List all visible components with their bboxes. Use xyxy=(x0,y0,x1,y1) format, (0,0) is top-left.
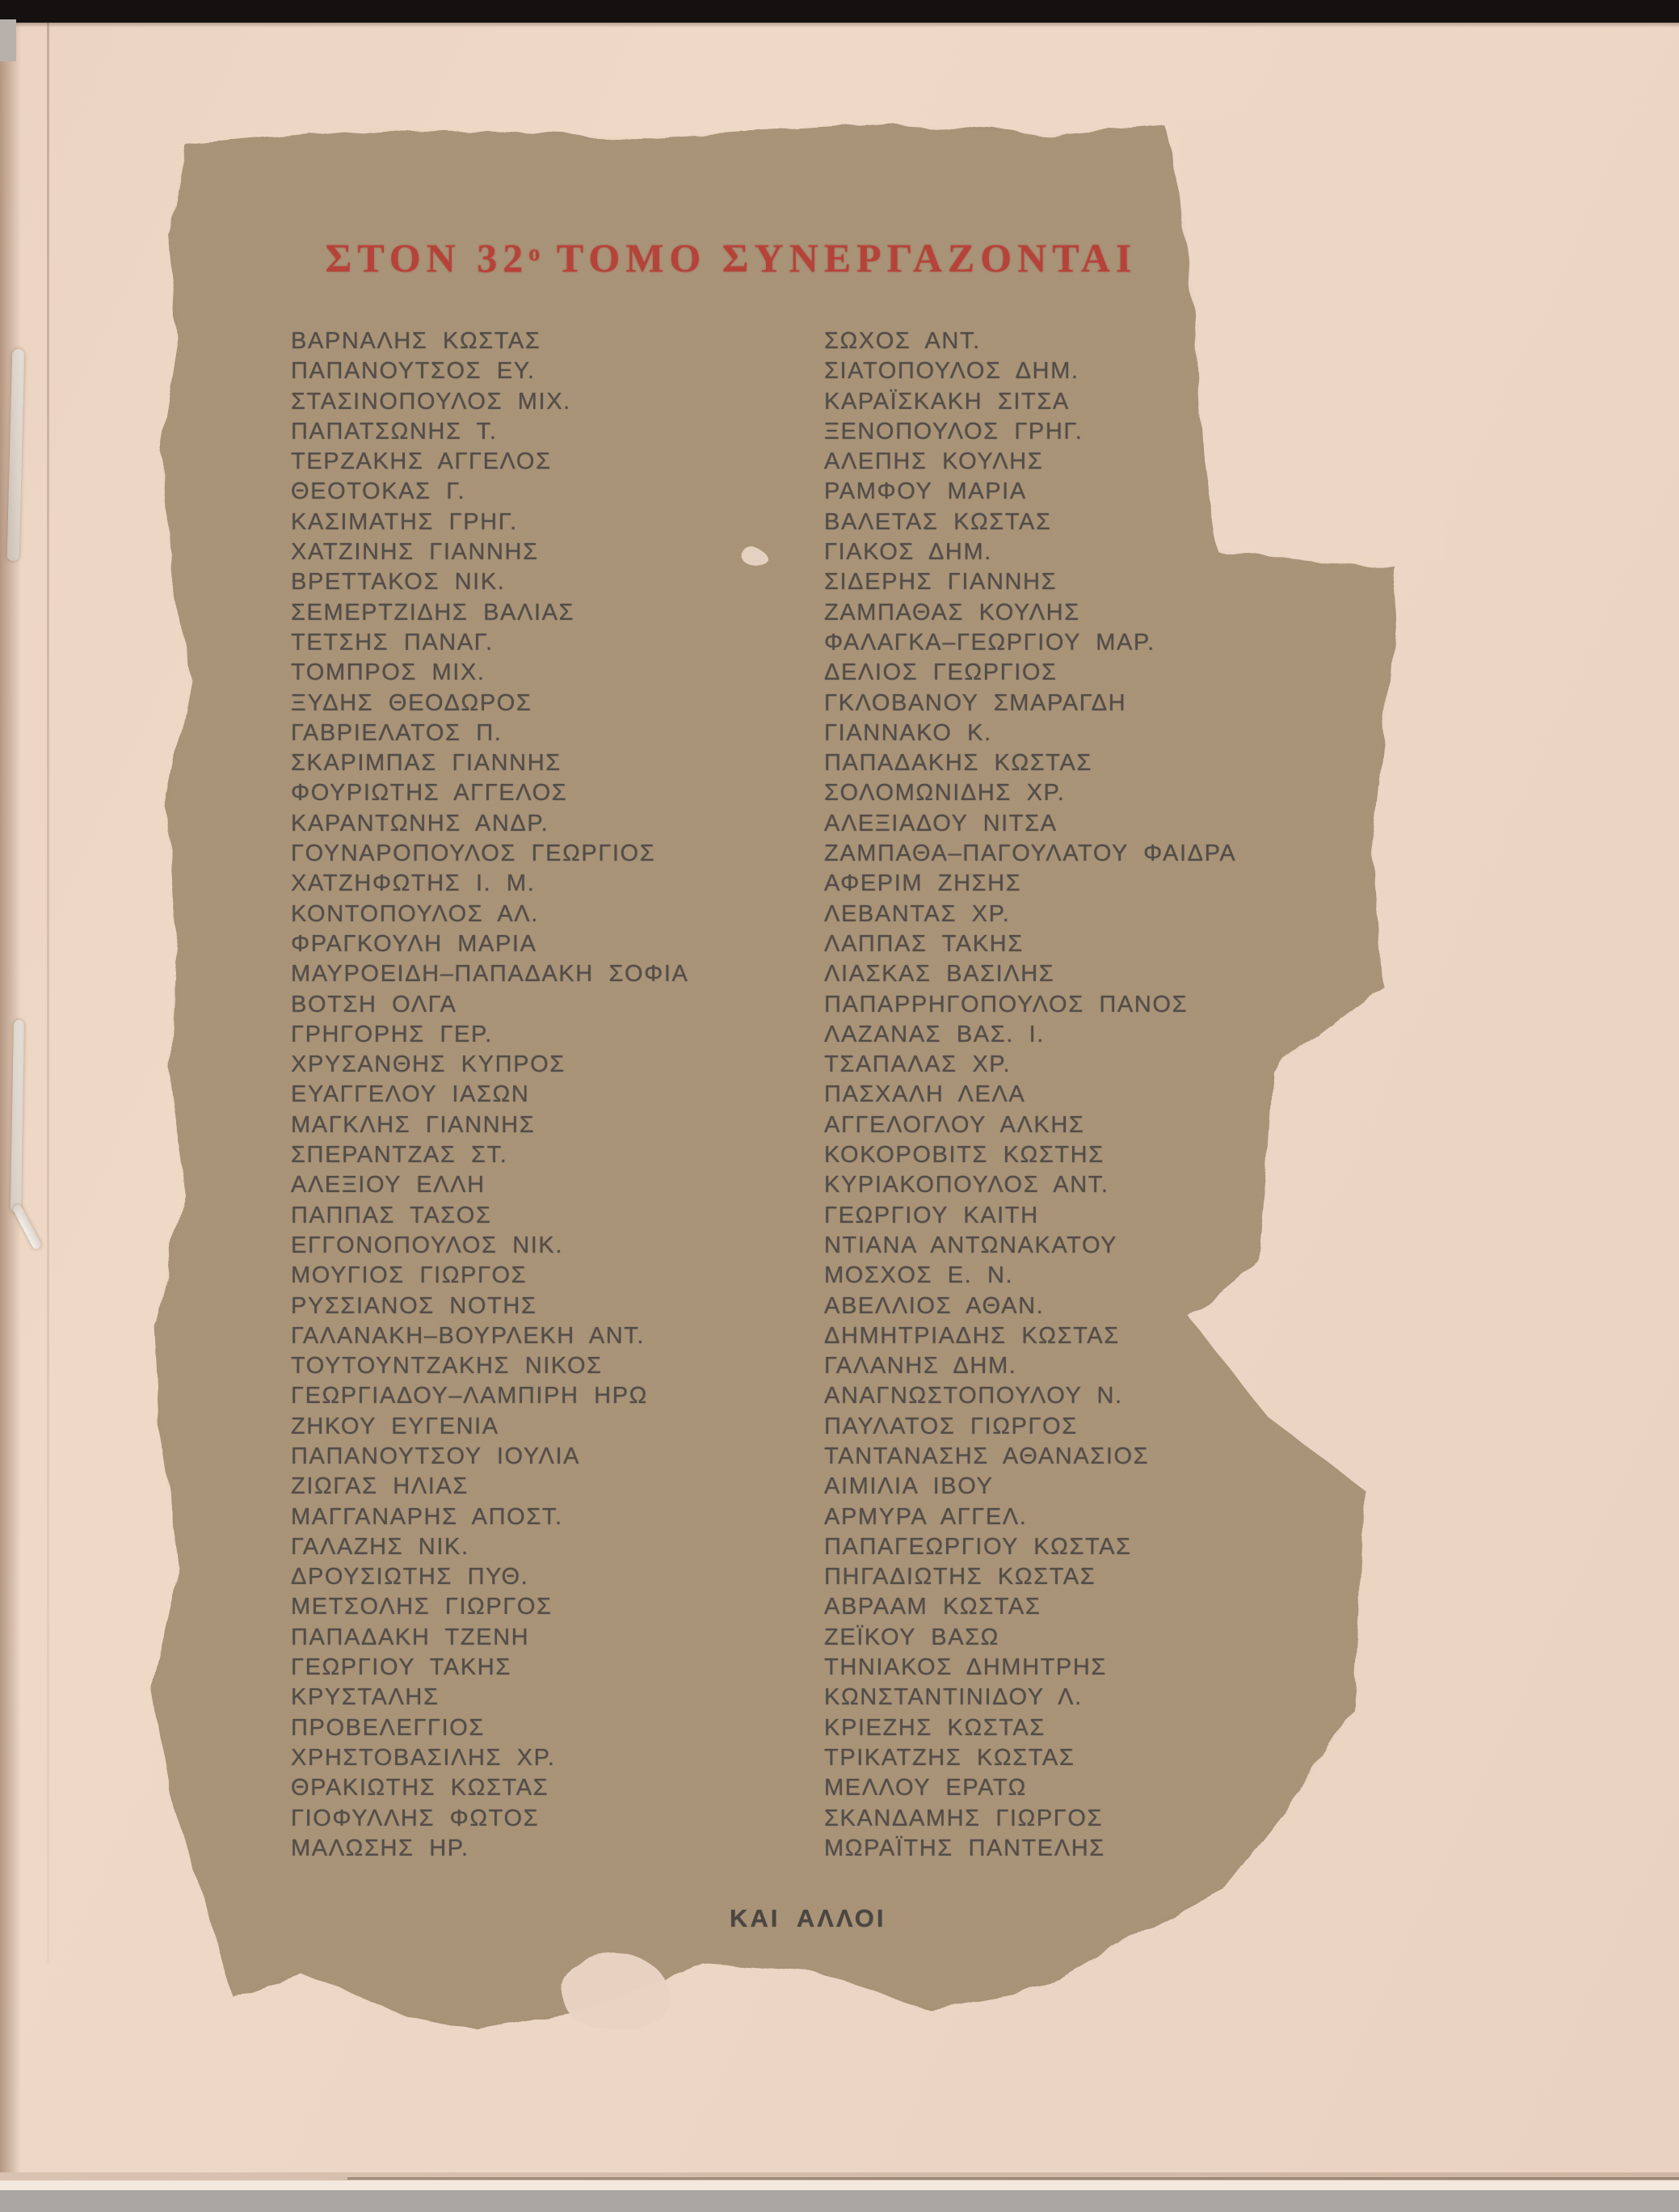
contributor-name: ΠΑΠΑΡΡΗΓΟΠΟΥΛΟΣ ΠΑΝΟΣ xyxy=(824,991,1189,1018)
contributor-name: ΠΑΣΧΑΛΗ ΛΕΛΑ xyxy=(824,1081,1026,1108)
contributor-name: ΜΕΛΛΟΥ ΕΡΑΤΩ xyxy=(824,1775,1027,1801)
contributor-name: ΞΥΔΗΣ ΘΕΟΔΩΡΟΣ xyxy=(291,689,532,716)
contributor-name: ΤΣΑΠΑΛΑΣ ΧΡ. xyxy=(824,1051,1012,1078)
contributor-name: ΓΕΩΡΓΙΑΔΟΥ–ΛΑΜΠΙΡΗ ΗΡΩ xyxy=(291,1383,648,1409)
contributor-name: ΛΑΠΠΑΣ ΤΑΚΗΣ xyxy=(824,930,1024,957)
contributor-name: ΜΟΥΓΙΟΣ ΓΙΩΡΓΟΣ xyxy=(291,1262,528,1289)
contributor-name: ΓΑΛΑΝΗΣ ΔΗΜ. xyxy=(824,1353,1017,1380)
contributor-name: ΦΑΛΑΓΚΑ–ΓΕΩΡΓΙΟΥ ΜΑΡ. xyxy=(824,629,1155,655)
contributor-name: ΣΚΑΝΔΑΜΗΣ ΓΙΩΡΓΟΣ xyxy=(824,1805,1104,1831)
contributor-name: ΑΛΕΞΙΟΥ ΕΛΛΗ xyxy=(291,1172,486,1199)
contributor-name: ΛΑΖΑΝΑΣ ΒΑΣ. Ι. xyxy=(824,1021,1045,1047)
contributor-name: ΜΑΓΓΑΝΑΡΗΣ ΑΠΟΣΤ. xyxy=(291,1503,563,1530)
contributor-name: ΤΕΡΖΑΚΗΣ ΑΓΓΕΛΟΣ xyxy=(291,449,552,475)
contributor-name: ΕΓΓΟΝΟΠΟΥΛΟΣ ΝΙΚ. xyxy=(291,1232,564,1258)
contributor-name: ΚΡΥΣΤΑΛΗΣ xyxy=(291,1684,440,1711)
contributor-name: ΣΩΧΟΣ ΑΝΤ. xyxy=(824,328,981,354)
contributors-column-right xyxy=(824,327,1236,1864)
contributors-column-left xyxy=(291,327,688,1864)
contributor-name: ΒΑΛΕΤΑΣ ΚΩΣΤΑΣ xyxy=(824,508,1052,535)
contributor-name: ΣΙΑΤΟΠΟΥΛΟΣ ΔΗΜ. xyxy=(824,358,1079,385)
contributor-name: ΖΕΪΚΟΥ ΒΑΣΩ xyxy=(824,1624,999,1650)
contributor-name: ΦΟΥΡΙΩΤΗΣ ΑΓΓΕΛΟΣ xyxy=(291,780,568,807)
contributor-name: ΠΑΠΑΔΑΚΗΣ ΚΩΣΤΑΣ xyxy=(824,750,1092,777)
contributor-name: ΑΛΕΠΗΣ ΚΟΥΛΗΣ xyxy=(824,449,1044,475)
title-ordinal: ο xyxy=(528,241,542,266)
scanner-bottom-line xyxy=(347,2177,1679,2180)
contributor-name: ΣΠΕΡΑΝΤΖΑΣ ΣΤ. xyxy=(291,1142,508,1169)
contributor-name: ΡΥΣΣΙΑΝΟΣ ΝΟΤΗΣ xyxy=(291,1292,537,1319)
contributor-name: ΚΑΡΑΪΣΚΑΚΗ ΣΙΤΣΑ xyxy=(824,388,1070,415)
contributor-name: ΚΡΙΕΖΗΣ ΚΩΣΤΑΣ xyxy=(824,1714,1046,1741)
contributor-name: ΒΑΡΝΑΛΗΣ ΚΩΣΤΑΣ xyxy=(291,328,541,354)
contributor-name: ΣΚΑΡΙΜΠΑΣ ΓΙΑΝΝΗΣ xyxy=(291,750,562,777)
contributor-name: ΜΕΤΣΟΛΗΣ ΓΙΩΡΓΟΣ xyxy=(291,1594,553,1620)
contributor-name: ΞΕΝΟΠΟΥΛΟΣ ΓΡΗΓ. xyxy=(824,418,1084,445)
contributor-name: ΧΑΤΖΙΝΗΣ ΓΙΑΝΝΗΣ xyxy=(291,539,539,566)
page-gutter-shadow xyxy=(0,21,21,2180)
contributor-name: ΠΑΠΑΔΑΚΗ ΤΖΕΝΗ xyxy=(291,1624,530,1650)
contributor-name: ΠΑΠΑΝΟΥΤΣΟΥ ΙΟΥΛΙΑ xyxy=(291,1443,581,1469)
contributor-name: ΔΗΜΗΤΡΙΑΔΗΣ ΚΩΣΤΑΣ xyxy=(824,1322,1120,1349)
contributor-name: ΓΚΛΟΒΑΝΟΥ ΣΜΑΡΑΓΔΗ xyxy=(824,689,1127,716)
contributor-name: ΘΕΟΤΟΚΑΣ Γ. xyxy=(291,478,466,505)
contributor-name: ΜΑΛΩΣΗΣ ΗΡ. xyxy=(291,1835,469,1861)
contributor-name: ΠΑΠΠΑΣ ΤΑΣΟΣ xyxy=(291,1202,492,1228)
contributor-name: ΓΙΑΝΝΑΚΟ Κ. xyxy=(824,719,992,746)
contributor-name: ΜΟΣΧΟΣ Ε. Ν. xyxy=(824,1262,1014,1289)
contributor-name: ΚΑΣΙΜΑΤΗΣ ΓΡΗΓ. xyxy=(291,508,518,535)
contributor-name: ΤΡΙΚΑΤΖΗΣ ΚΩΣΤΑΣ xyxy=(824,1744,1075,1771)
contributor-name: ΓΡΗΓΟΡΗΣ ΓΕΡ. xyxy=(291,1021,493,1047)
contributor-name: ΑΦΕΡΙΜ ΖΗΣΗΣ xyxy=(824,870,1022,897)
contributor-name: ΑΒΡΑΑΜ ΚΩΣΤΑΣ xyxy=(824,1594,1041,1620)
title-suffix: ΤΟΜΟ ΣΥΝΕΡΓΑΖΟΝΤΑΙ xyxy=(541,235,1138,280)
contributor-name: ΣΟΛΟΜΩΝΙΔΗΣ ΧΡ. xyxy=(824,780,1066,807)
contributor-name: ΚΟΝΤΟΠΟΥΛΟΣ ΑΛ. xyxy=(291,900,539,927)
contributor-name: ΖΙΩΓΑΣ ΗΛΙΑΣ xyxy=(291,1473,469,1500)
contributor-name: ΓΑΛΑΝΑΚΗ–ΒΟΥΡΛΕΚΗ ΑΝΤ. xyxy=(291,1322,646,1349)
contributor-name: ΜΑΓΚΛΗΣ ΓΙΑΝΝΗΣ xyxy=(291,1111,536,1138)
contributor-name: ΤΟΜΠΡΟΣ ΜΙΧ. xyxy=(291,659,486,686)
contributor-name: ΚΑΡΑΝΤΩΝΗΣ ΑΝΔΡ. xyxy=(291,810,549,836)
contributor-name: ΧΡΥΣΑΝΘΗΣ ΚΥΠΡΟΣ xyxy=(291,1051,566,1078)
contributor-name: ΑΓΓΕΛΟΓΛΟΥ ΑΛΚΗΣ xyxy=(824,1111,1085,1138)
contributor-name: ΓΟΥΝΑΡΟΠΟΥΛΟΣ ΓΕΩΡΓΙΟΣ xyxy=(291,841,656,867)
contributor-name: ΓΑΛΑΖΗΣ ΝΙΚ. xyxy=(291,1533,469,1560)
contributor-name: ΒΡΕΤΤΑΚΟΣ ΝΙΚ. xyxy=(291,569,506,596)
contributor-name: ΤΗΝΙΑΚΟΣ ΔΗΜΗΤΡΗΣ xyxy=(824,1654,1107,1681)
contributor-name: ΖΑΜΠΑΘΑ–ΠΑΓΟΥΛΑΤΟΥ ΦΑΙΔΡΑ xyxy=(824,841,1237,867)
contributor-name: ΕΥΑΓΓΕΛΟΥ ΙΑΣΩΝ xyxy=(291,1081,530,1108)
contributor-name: ΣΤΑΣΙΝΟΠΟΥΛΟΣ ΜΙΧ. xyxy=(291,388,571,415)
contributor-name: ΑΙΜΙΛΙΑ ΙΒΟΥ xyxy=(824,1473,994,1500)
title-prefix: ΣΤΟΝ 32 xyxy=(325,235,529,280)
scanner-top-edge xyxy=(0,0,1679,23)
footer-and-others: ΚΑΙ ΑΛΛΟΙ xyxy=(730,1904,886,1932)
contributor-name: ΠΑΠΑΓΕΩΡΓΙΟΥ ΚΩΣΤΑΣ xyxy=(824,1533,1132,1560)
contributor-name: ΑΝΑΓΝΩΣΤΟΠΟΥΛΟΥ Ν. xyxy=(824,1383,1123,1409)
contributor-name: ΓΕΩΡΓΙΟΥ ΚΑΙΤΗ xyxy=(824,1202,1039,1228)
contributor-name: ΛΕΒΑΝΤΑΣ ΧΡ. xyxy=(824,900,1011,927)
contributor-name: ΓΙΟΦΥΛΛΗΣ ΦΩΤΟΣ xyxy=(291,1805,540,1831)
contributor-name: ΤΟΥΤΟΥΝΤΖΑΚΗΣ ΝΙΚΟΣ xyxy=(291,1353,603,1380)
contributor-name: ΠΑΠΑΝΟΥΤΣΟΣ ΕΥ. xyxy=(291,358,536,385)
contributor-name: ΤΑΝΤΑΝΑΣΗΣ ΑΘΑΝΑΣΙΟΣ xyxy=(824,1443,1150,1469)
contributor-name: ΚΩΝΣΤΑΝΤΙΝΙΔΟΥ Λ. xyxy=(824,1684,1083,1711)
contributor-name: ΠΗΓΑΔΙΩΤΗΣ ΚΩΣΤΑΣ xyxy=(824,1564,1096,1591)
contributor-name: ΒΟΤΣΗ ΟΛΓΑ xyxy=(291,991,457,1018)
contributor-name: ΖΗΚΟΥ ΕΥΓΕΝΙΑ xyxy=(291,1413,499,1439)
contributor-name: ΠΑΥΛΑΤΟΣ ΓΙΩΡΓΟΣ xyxy=(824,1413,1078,1439)
contributor-name: ΣΕΜΕΡΤΖΙΔΗΣ ΒΑΛΙΑΣ xyxy=(291,599,575,626)
contributor-name: ΠΡΟΒΕΛΕΓΓΙΟΣ xyxy=(291,1714,485,1741)
page-title xyxy=(0,234,1462,281)
contributor-name: ΚΟΚΟΡΟΒΙΤΣ ΚΩΣΤΗΣ xyxy=(824,1142,1105,1169)
contributor-name: ΓΑΒΡΙΕΛΑΤΟΣ Π. xyxy=(291,719,503,746)
contributor-name: ΜΩΡΑΪΤΗΣ ΠΑΝΤΕΛΗΣ xyxy=(824,1835,1105,1861)
contributor-name: ΖΑΜΠΑΘΑΣ ΚΟΥΛΗΣ xyxy=(824,599,1080,626)
contributor-name: ΣΙΔΕΡΗΣ ΓΙΑΝΝΗΣ xyxy=(824,569,1058,596)
page-seam-line xyxy=(47,23,49,1962)
contributor-name: ΤΕΤΣΗΣ ΠΑΝΑΓ. xyxy=(291,629,494,655)
contributor-name: ΑΡΜΥΡΑ ΑΓΓΕΛ. xyxy=(824,1503,1028,1530)
contributor-name: ΦΡΑΓΚΟΥΛΗ ΜΑΡΙΑ xyxy=(291,930,537,957)
contributor-name: ΛΙΑΣΚΑΣ ΒΑΣΙΛΗΣ xyxy=(824,961,1055,988)
contributor-name: ΠΑΠΑΤΣΩΝΗΣ Τ. xyxy=(291,418,498,445)
contributor-name: ΧΑΤΖΗΦΩΤΗΣ Ι. Μ. xyxy=(291,870,536,897)
contributor-name: ΧΡΗΣΤΟΒΑΣΙΛΗΣ ΧΡ. xyxy=(291,1744,556,1771)
contributor-name: ΓΙΑΚΟΣ ΔΗΜ. xyxy=(824,539,992,566)
page-bottom-highlight xyxy=(0,2180,1679,2190)
contributor-name: ΡΑΜΦΟΥ ΜΑΡΙΑ xyxy=(824,478,1027,505)
contributor-name: ΘΡΑΚΙΩΤΗΣ ΚΩΣΤΑΣ xyxy=(291,1775,549,1801)
contributor-name: ΑΒΕΛΛΙΟΣ ΑΘΑΝ. xyxy=(824,1292,1045,1319)
contributor-name: ΔΡΟΥΣΙΩΤΗΣ ΠΥΘ. xyxy=(291,1564,529,1591)
scanner-top-corner-notch xyxy=(0,19,16,61)
scanner-bottom-edge xyxy=(0,2190,1679,2212)
contributor-name: ΔΕΛΙΟΣ ΓΕΩΡΓΙΟΣ xyxy=(824,659,1058,686)
contributor-name: ΓΕΩΡΓΙΟΥ ΤΑΚΗΣ xyxy=(291,1654,511,1681)
contributor-name: ΚΥΡΙΑΚΟΠΟΥΛΟΣ ΑΝΤ. xyxy=(824,1172,1109,1199)
contributor-name: ΑΛΕΞΙΑΔΟΥ ΝΙΤΣΑ xyxy=(824,810,1058,836)
contributor-name: ΜΑΥΡΟΕΙΔΗ–ΠΑΠΑΔΑΚΗ ΣΟΦΙΑ xyxy=(291,961,689,988)
contributor-name: ΝΤΙΑΝΑ ΑΝΤΩΝΑΚΑΤΟΥ xyxy=(824,1232,1118,1258)
